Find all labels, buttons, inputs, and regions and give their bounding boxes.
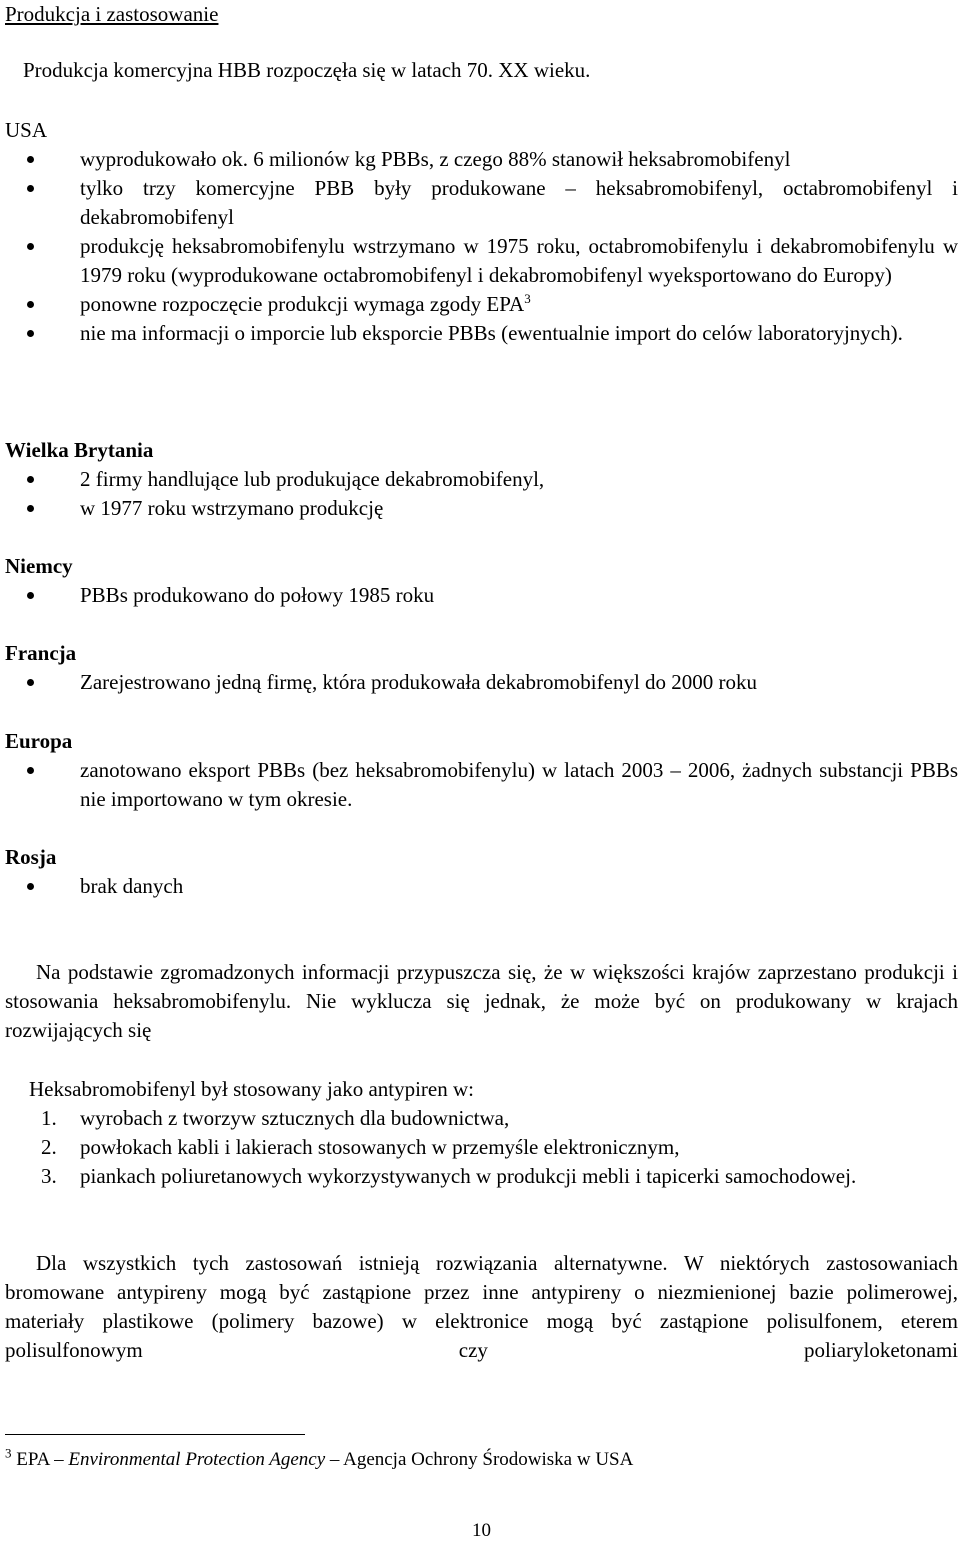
list-russia [5, 872, 958, 901]
heading-usa: USA [5, 118, 48, 142]
list-item-text: piankach poliuretanowych wykorzystywanych w produkcji mebli i tapicerki samochodowej. [80, 1164, 857, 1188]
conclusion-paragraph: Na podstawie zgromadzonych informacji przypuszcza się, że w większości krajów zaprzestano produkcji i stosowania heksabromobifenylu. Nie wyklucza się jednak, że może być on produkowany w krajach rozwijających się [5, 960, 958, 1042]
heading-france: Francja [5, 641, 77, 665]
heading-germany: Niemcy [5, 554, 73, 578]
list-number: 3. [41, 1164, 57, 1188]
heading-russia: Rosja [5, 845, 57, 869]
heading-europe: Europa [5, 729, 73, 753]
list-item: PBBs produkowano do połowy 1985 roku [5, 581, 958, 610]
footnote-translation: – Agencja Ochrony Środowiska w USA [329, 1449, 634, 1470]
heading-uk: Wielka Brytania [5, 438, 154, 462]
list-item-text: ponowne rozpoczęcie produkcji wymaga zgody EPA [80, 292, 525, 316]
list-item [5, 290, 958, 319]
list-item-text: wyrobach z tworzyw sztucznych dla budownictwa, [80, 1106, 510, 1130]
list-france [5, 668, 958, 697]
list-uk [5, 465, 958, 523]
list-usa [5, 145, 958, 348]
list-item: zanotowano eksport PBBs (bez heksabromobifenylu) w latach 2003 – 2006, żadnych substancji PBBs nie importowano w tym okresie. [5, 756, 958, 814]
list-europe [5, 756, 958, 814]
section-title: Produkcja i zastosowanie [5, 2, 219, 26]
list-germany [5, 581, 958, 610]
uses-list [5, 1104, 958, 1191]
page-number: 10 [472, 1520, 491, 1541]
list-item: tylko trzy komercyjne PBB były produkowane – heksabromobifenyl, octabromobifenyl i dekabromobifenyl [5, 174, 958, 232]
list-number: 1. [41, 1106, 57, 1130]
list-item: w 1977 roku wstrzymano produkcję [5, 494, 958, 523]
list-item: produkcję heksabromobifenylu wstrzymano w 1975 roku, octabromobifenylu i dekabromobifenylu w 1979 roku (wyprodukowane octabromobifenyl i dekabromobifenyl wyeksportowano do Europy) [5, 232, 958, 290]
footnote-divider [5, 1434, 305, 1435]
list-item: 2 firmy handlujące lub produkujące dekabromobifenyl, [5, 465, 958, 494]
list-item-text: powłokach kabli i lakierach stosowanych w przemyśle elektronicznym, [80, 1135, 680, 1159]
list-item [5, 1133, 958, 1162]
list-item: nie ma informacji o imporcie lub eksporcie PBBs (ewentualnie import do celów laboratoryjnych). [5, 319, 958, 348]
alternatives-paragraph: Dla wszystkich tych zastosowań istnieją rozwiązania alternatywne. W niektórych zastosowaniach bromowane antypireny mogą być zastąpione przez inne antypireny o niezmienionej bazie polimerowej, materiały plastikowe (polimery bazowe) w elektronice mogą być zastąpione polisulfonem, eterem polisulfonowym czy poliaryloketonami [5, 1251, 958, 1362]
list-number: 2. [41, 1135, 57, 1159]
footnote [5, 1447, 633, 1473]
footnote-full-name: Environmental Protection Agency [68, 1449, 326, 1470]
list-item: brak danych [5, 872, 958, 901]
footnote-mark: 3 [5, 1445, 12, 1461]
uses-intro: Heksabromobifenyl był stosowany jako antypiren w: [29, 1077, 474, 1101]
list-item: Zarejestrowano jedną firmę, która produkowała dekabromobifenyl do 2000 roku [5, 668, 958, 697]
list-item [5, 1162, 958, 1191]
list-item [5, 1104, 958, 1133]
list-item: wyprodukowało ok. 6 milionów kg PBBs, z czego 88% stanowił heksabromobifenyl [5, 145, 958, 174]
lead-paragraph: Produkcja komercyjna HBB rozpoczęła się w latach 70. XX wieku. [23, 58, 591, 82]
footnote-abbr: EPA – [16, 1449, 64, 1470]
footnote-ref: 3 [524, 291, 531, 306]
